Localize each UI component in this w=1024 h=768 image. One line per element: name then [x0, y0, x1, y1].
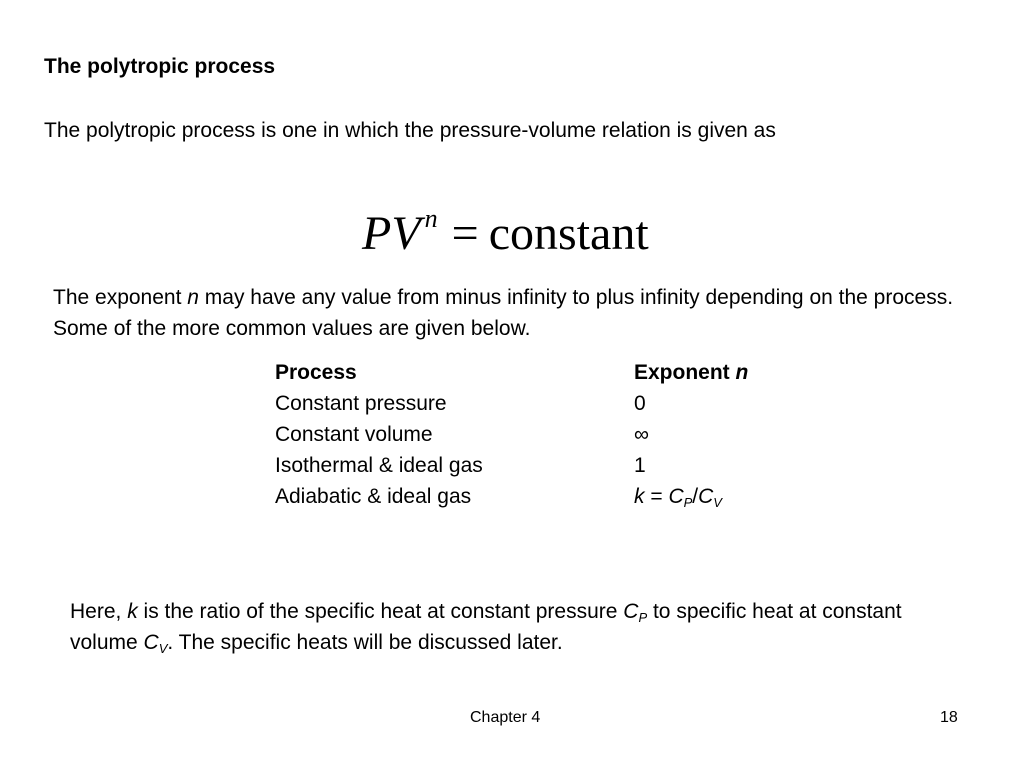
equation-rhs: constant: [488, 207, 649, 260]
note-sub1: [638, 610, 647, 625]
note-c2: C: [143, 631, 159, 654]
equation-exponent: n: [424, 204, 438, 233]
exponent-para-before: The exponent: [53, 286, 188, 309]
value-sub1-text: P: [683, 495, 693, 510]
equation-v: V: [391, 207, 421, 260]
header-exponent-label: Exponent: [634, 361, 736, 384]
equation-equals: =: [451, 207, 479, 260]
note-paragraph: [70, 596, 950, 658]
row-value: ∞: [634, 423, 649, 446]
header-process: Process: [275, 361, 357, 384]
value-c1: C: [668, 485, 684, 508]
polytropic-equation: [362, 204, 649, 271]
note-t2: is the ratio of the specific heat at constant pressure: [137, 600, 624, 623]
slide-title: The polytropic process: [44, 55, 276, 78]
header-exponent: [634, 357, 748, 388]
footer-page-number: 18: [940, 709, 958, 726]
row-value: [634, 481, 722, 512]
row-process: Constant volume: [275, 423, 433, 446]
value-eq: =: [644, 485, 669, 508]
note-t4: . The specific heats will be discussed later.: [167, 631, 563, 654]
value-k: k: [634, 485, 645, 508]
note-t3: to specific heat at constant volume: [70, 600, 902, 654]
intro-paragraph: The polytropic process is one in which the pressure-volume relation is given as: [44, 119, 776, 142]
note-c1: C: [623, 600, 639, 623]
value-sub2: [713, 495, 722, 510]
row-process: Adiabatic & ideal gas: [275, 485, 472, 508]
footer-chapter: Chapter 4: [470, 709, 541, 726]
note-t1: Here,: [70, 600, 128, 623]
row-value: 1: [634, 454, 646, 477]
note-k: k: [127, 600, 138, 623]
exponent-paragraph: [53, 282, 973, 344]
value-slash: /: [692, 485, 699, 508]
row-value: 0: [634, 392, 646, 415]
equation-p: P: [362, 207, 392, 260]
value-sub1: [684, 495, 693, 510]
note-sub1-text: P: [638, 610, 648, 625]
note-sub2-text: V: [158, 641, 168, 656]
row-process: Isothermal & ideal gas: [275, 454, 483, 477]
row-process: Constant pressure: [275, 392, 447, 415]
exponent-para-after: may have any value from minus infinity to plus infinity depending on the process. Some of the more common values are given below.: [53, 286, 954, 340]
exponent-para-var: n: [187, 286, 199, 309]
header-exponent-var: n: [735, 361, 749, 384]
value-c2: C: [698, 485, 714, 508]
value-sub2-text: V: [713, 495, 722, 510]
